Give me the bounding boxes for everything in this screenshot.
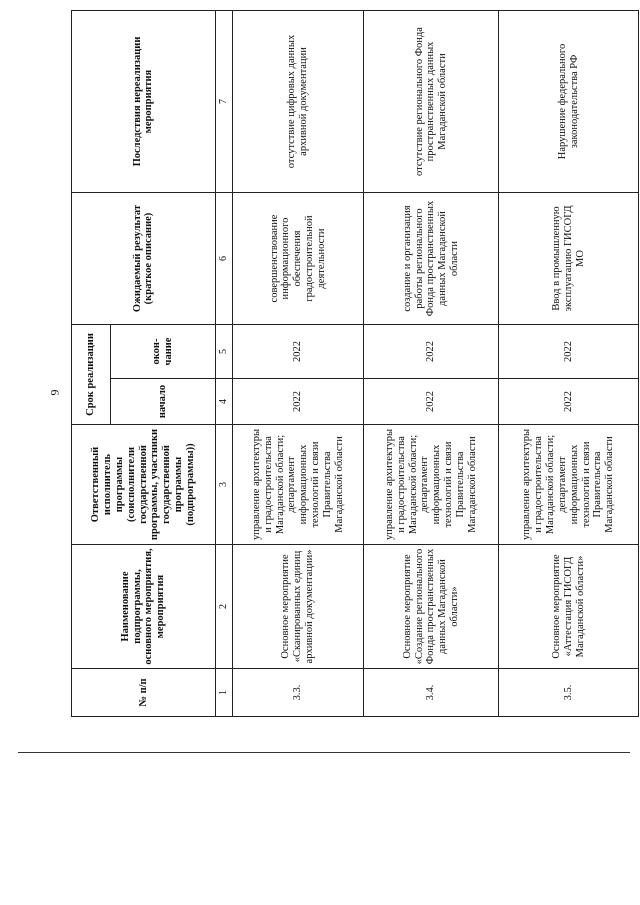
row-consequences: отсутствие регионального Фонда пространственных данных Магаданской области xyxy=(364,11,499,193)
row-num: 3.3. xyxy=(233,669,364,717)
table-header-row xyxy=(72,11,111,717)
column-number: 4 xyxy=(215,379,232,425)
column-number: 5 xyxy=(215,325,232,379)
row-start: 2022 xyxy=(364,379,499,425)
row-num: 3.5. xyxy=(499,669,639,717)
header-start: начало xyxy=(111,379,216,425)
column-number-row xyxy=(215,11,232,717)
header-result: Ожидаемый результат (краткое описание) xyxy=(72,193,216,325)
header-end: окон-чание xyxy=(111,325,216,379)
row-name: Основное мероприятие «Аттестация ГИСОГД Магаданской области» xyxy=(499,545,639,669)
column-number: 6 xyxy=(215,193,232,325)
row-name: Основное мероприятие «Сканированных единиц архивной документации» xyxy=(233,545,364,669)
row-executor: управление архитектуры и градостроительства Магаданской области; департамент информационных технологий и связи Правительства Магаданской области xyxy=(499,425,639,545)
program-activities-table xyxy=(71,10,639,717)
header-period: Срок реализации xyxy=(72,325,111,425)
column-number: 7 xyxy=(215,11,232,193)
header-name: Наименование подпрограммы, основного мероприятия, мероприятия xyxy=(72,545,216,669)
row-name: Основное мероприятие «Создание регионального Фонда пространственных данных Магаданской области» xyxy=(364,545,499,669)
table-row xyxy=(364,11,499,717)
page-number: 9 xyxy=(47,389,62,396)
column-number: 2 xyxy=(215,545,232,669)
header-num: № п/п xyxy=(72,669,216,717)
row-consequences: отсутствие цифровых данных архивной документации xyxy=(233,11,364,193)
header-consequences: Последствия нереализации мероприятия xyxy=(72,11,216,193)
row-result: совершенствование информационного обеспечения градостроительной деятельности xyxy=(233,193,364,325)
row-result: Ввод в промышленную эксплуатацию ГИСОГД МО xyxy=(499,193,639,325)
row-start: 2022 xyxy=(233,379,364,425)
row-num: 3.4. xyxy=(364,669,499,717)
row-result: создание и организация работы регионального Фонда пространственных данных Магаданской области xyxy=(364,193,499,325)
column-number: 3 xyxy=(215,425,232,545)
table-row xyxy=(499,11,639,717)
table-row xyxy=(233,11,364,717)
column-number: 1 xyxy=(215,669,232,717)
page-separator-line xyxy=(18,752,630,753)
rotated-table-container xyxy=(71,11,639,717)
row-executor: управление архитектуры и градостроительства Магаданской области; департамент информационных технологий и связи Правительства Магаданской области xyxy=(364,425,499,545)
row-start: 2022 xyxy=(499,379,639,425)
row-consequences: Нарушение федерального законодательства РФ xyxy=(499,11,639,193)
header-executor: Ответственный исполнитель программы (соисполнители государственной программы, участники государственной программы (подпрограммы)) xyxy=(72,425,216,545)
row-end: 2022 xyxy=(233,325,364,379)
row-end: 2022 xyxy=(499,325,639,379)
row-executor: управление архитектуры и градостроительства Магаданской области; департамент информационных технологий и связи Правительства Магаданской области xyxy=(233,425,364,545)
row-end: 2022 xyxy=(364,325,499,379)
